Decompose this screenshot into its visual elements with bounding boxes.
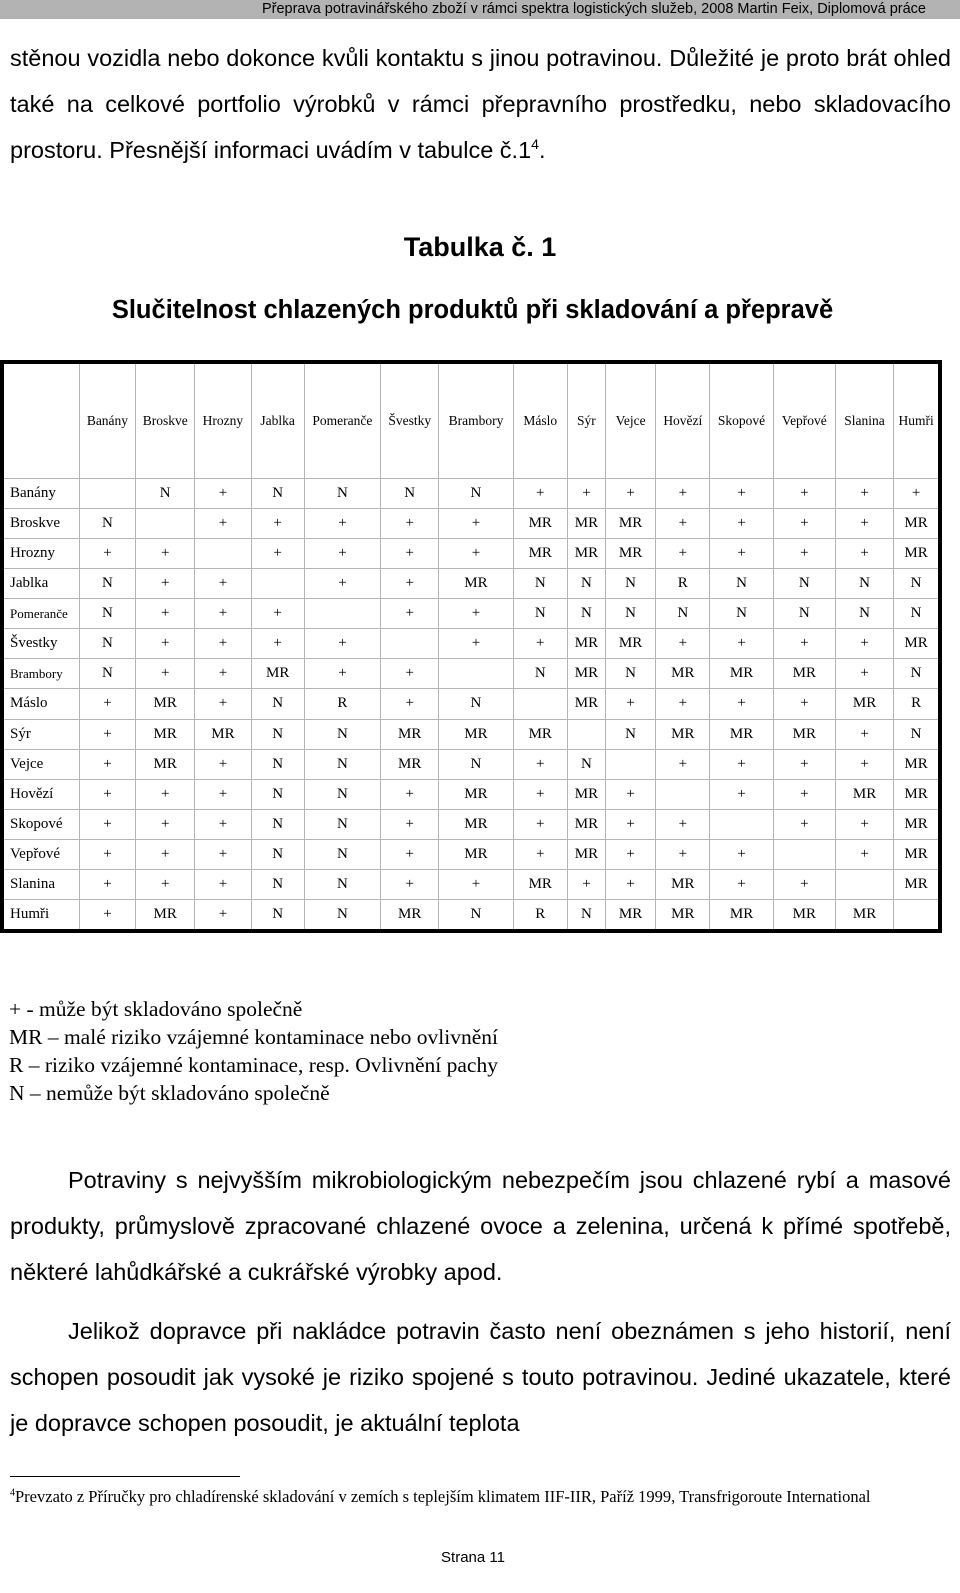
table-cell: MR	[656, 719, 710, 749]
table-cell: +	[656, 509, 710, 539]
table-cell: N	[79, 599, 135, 629]
table-row	[2, 599, 940, 629]
intro-paragraph	[10, 35, 951, 173]
table-cell: MR	[439, 809, 513, 839]
column-header: Vepřové	[773, 362, 835, 479]
table-cell: MR	[439, 779, 513, 809]
table-cell: MR	[381, 899, 439, 931]
table-cell: +	[381, 689, 439, 719]
table-cell: +	[304, 569, 380, 599]
table-cell: MR	[381, 719, 439, 749]
column-header: Skopové	[710, 362, 773, 479]
table-cell: +	[835, 659, 893, 689]
table-cell: +	[79, 899, 135, 931]
table-cell: +	[710, 509, 773, 539]
header-row	[2, 362, 940, 479]
table-cell: +	[656, 539, 710, 569]
table-cell: N	[513, 659, 567, 689]
table-cell: MR	[894, 779, 940, 809]
column-header: Sýr	[567, 362, 605, 479]
footnote	[10, 1486, 950, 1508]
table-cell: +	[656, 629, 710, 659]
legend-item-n: N – nemůže být skladováno společně	[9, 1081, 330, 1105]
column-header: Máslo	[513, 362, 567, 479]
table-row	[2, 539, 940, 569]
table-cell: +	[195, 659, 251, 689]
table-cell: N	[439, 749, 513, 779]
table-cell: N	[304, 839, 380, 869]
body-paragraph-1-text: Potraviny s nejvyšším mikrobiologickým nebezpečím jsou chlazené rybí a masové produkty, průmyslově zpracované chlazené ovoce a zelenina, určená k přímé spotřebě, některé lahůdkářské a cukrářské výrobky apod.	[10, 1167, 951, 1285]
table-cell: N	[656, 599, 710, 629]
table-cell: N	[513, 569, 567, 599]
table-cell: N	[439, 479, 513, 509]
table-cell: +	[251, 509, 304, 539]
column-header: Slanina	[835, 362, 893, 479]
table-cell: N	[606, 719, 656, 749]
row-header: Hrozny	[2, 539, 79, 569]
footnote-mark: 4	[10, 1487, 15, 1499]
table-cell: +	[304, 509, 380, 539]
table-cell: MR	[381, 749, 439, 779]
footnote-separator	[10, 1476, 240, 1477]
table-row	[2, 899, 940, 931]
table-cell: N	[381, 479, 439, 509]
table-cell: MR	[513, 719, 567, 749]
table-cell: +	[381, 809, 439, 839]
legend-item-mr: MR – malé riziko vzájemné kontaminace nebo ovlivnění	[9, 1025, 498, 1049]
table-cell: +	[195, 749, 251, 779]
table-cell: +	[195, 809, 251, 839]
table-cell: MR	[894, 509, 940, 539]
table-cell: N	[606, 659, 656, 689]
table-cell: MR	[606, 629, 656, 659]
table-cell: +	[894, 479, 940, 509]
table-cell: +	[513, 839, 567, 869]
row-header: Banány	[2, 479, 79, 509]
table-cell: +	[136, 779, 195, 809]
table-cell: +	[381, 839, 439, 869]
table-cell: +	[195, 779, 251, 809]
table-row	[2, 479, 940, 509]
table-cell: MR	[567, 839, 605, 869]
table-cell: MR	[835, 899, 893, 931]
row-header: Vejce	[2, 749, 79, 779]
column-header: Vejce	[606, 362, 656, 479]
table-cell: +	[513, 479, 567, 509]
table-cell: +	[195, 899, 251, 931]
table-cell: MR	[656, 899, 710, 931]
row-header: Hovězí	[2, 779, 79, 809]
table-row	[2, 569, 940, 599]
column-header: Pomeranče	[304, 362, 380, 479]
table-cell: +	[513, 629, 567, 659]
column-header: Hrozny	[195, 362, 251, 479]
table-subtitle: Slučitelnost chlazených produktů při skladování a přepravě	[111, 296, 834, 324]
column-header: Humři	[894, 362, 940, 479]
table-cell: N	[79, 569, 135, 599]
table-cell	[513, 689, 567, 719]
table-row	[2, 749, 940, 779]
table-cell: N	[894, 599, 940, 629]
table-cell: +	[136, 599, 195, 629]
table-cell: +	[773, 749, 835, 779]
table-header	[2, 362, 940, 479]
table-cell: MR	[567, 509, 605, 539]
table-cell: N	[773, 569, 835, 599]
table-cell: +	[79, 869, 135, 899]
table-cell: +	[835, 839, 893, 869]
table-cell: +	[304, 629, 380, 659]
table-cell: N	[304, 719, 380, 749]
table-cell: +	[835, 539, 893, 569]
table-cell: +	[606, 689, 656, 719]
table-cell: +	[606, 869, 656, 899]
table-cell: MR	[136, 689, 195, 719]
table-cell: +	[195, 599, 251, 629]
table-cell: +	[567, 479, 605, 509]
table-cell: N	[251, 869, 304, 899]
table-cell: +	[567, 869, 605, 899]
column-header: Broskve	[136, 362, 195, 479]
table-cell: N	[79, 629, 135, 659]
table-row	[2, 659, 940, 689]
table-cell: +	[439, 539, 513, 569]
table-row	[2, 839, 940, 869]
table-cell: +	[710, 839, 773, 869]
table-cell: N	[567, 899, 605, 931]
table-cell: +	[710, 749, 773, 779]
table-cell	[79, 479, 135, 509]
table-cell: MR	[567, 779, 605, 809]
table-cell: +	[195, 629, 251, 659]
table-row	[2, 509, 940, 539]
table-cell: R	[894, 689, 940, 719]
table-cell: N	[567, 599, 605, 629]
table-cell	[656, 779, 710, 809]
table-cell: +	[773, 629, 835, 659]
table-cell: N	[773, 599, 835, 629]
table-cell: +	[195, 869, 251, 899]
table-cell: +	[656, 839, 710, 869]
table-cell: MR	[835, 689, 893, 719]
table-cell: +	[136, 869, 195, 899]
table-cell: +	[773, 689, 835, 719]
table-title: Tabulka č. 1	[403, 232, 557, 262]
table-cell: N	[567, 569, 605, 599]
table-cell: +	[513, 749, 567, 779]
table-cell: N	[835, 569, 893, 599]
table-cell: +	[381, 539, 439, 569]
table-cell: +	[79, 539, 135, 569]
table-cell: +	[136, 809, 195, 839]
table-row	[2, 629, 940, 659]
table-cell	[567, 719, 605, 749]
table-cell: +	[710, 629, 773, 659]
body-paragraph-1	[10, 1157, 951, 1295]
table-row	[2, 689, 940, 719]
row-header: Humři	[2, 899, 79, 931]
table-cell: +	[381, 779, 439, 809]
table-cell: +	[835, 629, 893, 659]
table-cell: +	[79, 779, 135, 809]
table-cell: MR	[439, 839, 513, 869]
table-cell: N	[136, 479, 195, 509]
table-cell: R	[513, 899, 567, 931]
table-cell: +	[439, 509, 513, 539]
footnote-text: Prevzato z Příručky pro chladírenské skladování v zemích s teplejším klimatem IIF-IIR, Paříž 1999, Transfrigoroute International	[15, 1487, 871, 1506]
table-cell: MR	[894, 839, 940, 869]
row-header: Vepřové	[2, 839, 79, 869]
table-cell: N	[304, 749, 380, 779]
table-cell: +	[195, 509, 251, 539]
table-cell: N	[304, 779, 380, 809]
body-paragraph-2-text: Jelikož dopravce při nakládce potravin často není obeznámen s jeho historií, není schopen posoudit jak vysoké je riziko spojené s touto potravinou. Jediné ukazatele, které je dopravce schopen posoudit, je aktuální teplota	[10, 1318, 951, 1436]
table-cell: MR	[567, 659, 605, 689]
legend-item-r: R – riziko vzájemné kontaminace, resp. Ovlivnění pachy	[9, 1053, 498, 1077]
table-cell	[606, 749, 656, 779]
table-cell: MR	[251, 659, 304, 689]
table-cell: MR	[710, 659, 773, 689]
table-cell: N	[79, 659, 135, 689]
table-cell: N	[439, 899, 513, 931]
legend-item-plus: + - může být skladováno společně	[9, 997, 303, 1021]
table-cell: N	[710, 569, 773, 599]
column-header: Jablka	[251, 362, 304, 479]
table-cell: MR	[136, 899, 195, 931]
table-cell: N	[251, 809, 304, 839]
table-cell	[894, 899, 940, 931]
table-cell: R	[304, 689, 380, 719]
table-cell: MR	[606, 509, 656, 539]
table-cell: +	[79, 749, 135, 779]
table-cell: N	[710, 599, 773, 629]
table-cell	[136, 509, 195, 539]
table-cell: +	[710, 539, 773, 569]
column-header: Hovězí	[656, 362, 710, 479]
table-cell: MR	[513, 509, 567, 539]
table-cell: N	[304, 809, 380, 839]
table-cell	[304, 599, 380, 629]
table-cell: N	[251, 899, 304, 931]
table-cell: N	[251, 479, 304, 509]
column-header: Švestky	[381, 362, 439, 479]
row-header: Máslo	[2, 689, 79, 719]
table-cell: +	[835, 509, 893, 539]
table-cell: MR	[567, 689, 605, 719]
table-cell: +	[773, 479, 835, 509]
table-cell: +	[513, 809, 567, 839]
table-cell: +	[79, 809, 135, 839]
row-header: Broskve	[2, 509, 79, 539]
table-cell: +	[136, 569, 195, 599]
table-row	[2, 869, 940, 899]
column-header: Brambory	[439, 362, 513, 479]
table-cell: N	[894, 659, 940, 689]
table-cell: MR	[195, 719, 251, 749]
table-body	[2, 479, 940, 932]
table-cell	[439, 659, 513, 689]
table-cell: +	[835, 719, 893, 749]
table-cell: N	[835, 599, 893, 629]
table-cell: +	[710, 779, 773, 809]
table-cell: N	[304, 899, 380, 931]
table-cell	[381, 629, 439, 659]
intro-text: stěnou vozidla nebo dokonce kvůli kontaktu s jinou potravinou. Důležité je proto brát ohled také na celkové portfolio výrobků v rámci přepravního prostředku, nebo skladovacího prostoru. Přesnější informaci uvádím v tabulce č.1	[10, 45, 951, 163]
row-header: Brambory	[2, 659, 79, 689]
table-cell: +	[773, 779, 835, 809]
table-cell: MR	[656, 869, 710, 899]
table-cell: N	[439, 689, 513, 719]
table-cell: +	[710, 689, 773, 719]
table-cell: +	[136, 839, 195, 869]
table-cell: MR	[773, 899, 835, 931]
table-cell: +	[136, 539, 195, 569]
table-cell: +	[381, 599, 439, 629]
table-cell: +	[710, 869, 773, 899]
table-cell: MR	[606, 539, 656, 569]
table-cell: +	[381, 569, 439, 599]
table-cell: +	[195, 839, 251, 869]
table-cell: N	[251, 689, 304, 719]
table-cell: +	[773, 539, 835, 569]
row-header: Skopové	[2, 809, 79, 839]
table-cell: MR	[439, 569, 513, 599]
table-cell: +	[136, 629, 195, 659]
table-cell: +	[606, 779, 656, 809]
table-cell: N	[894, 569, 940, 599]
table-cell: N	[894, 719, 940, 749]
table-cell: +	[439, 629, 513, 659]
table-cell: +	[656, 809, 710, 839]
table-cell: N	[513, 599, 567, 629]
table-cell: MR	[894, 629, 940, 659]
table-row	[2, 719, 940, 749]
table-cell: +	[136, 659, 195, 689]
compatibility-table	[0, 360, 942, 933]
table-cell: +	[606, 809, 656, 839]
table-cell: +	[773, 809, 835, 839]
table-cell: +	[304, 539, 380, 569]
table-cell: MR	[773, 659, 835, 689]
table-cell: +	[606, 839, 656, 869]
table-cell: +	[656, 479, 710, 509]
table-cell: MR	[513, 539, 567, 569]
table-cell: +	[439, 599, 513, 629]
table-cell: MR	[894, 869, 940, 899]
table-cell: N	[251, 839, 304, 869]
table-cell: MR	[894, 749, 940, 779]
table-cell: MR	[513, 869, 567, 899]
table-cell: MR	[773, 719, 835, 749]
table-cell: MR	[439, 719, 513, 749]
table-cell: N	[304, 479, 380, 509]
table-cell	[773, 839, 835, 869]
table-cell: +	[381, 509, 439, 539]
table-cell	[835, 869, 893, 899]
table-legend	[9, 995, 498, 1107]
table-cell: +	[656, 689, 710, 719]
table-cell: MR	[567, 539, 605, 569]
table-cell: +	[710, 479, 773, 509]
table-cell: N	[606, 599, 656, 629]
table-cell: +	[773, 869, 835, 899]
running-header: Přeprava potravinářského zboží v rámci spektra logistických služeb, 2008 Martin Feix, Diplomová práce	[0, 0, 960, 19]
table-cell: MR	[710, 899, 773, 931]
table-cell: N	[251, 719, 304, 749]
table-cell: +	[606, 479, 656, 509]
body-paragraph-2	[10, 1308, 951, 1446]
corner-cell	[2, 362, 79, 479]
row-header: Sýr	[2, 719, 79, 749]
table-cell: N	[606, 569, 656, 599]
table-cell: N	[304, 869, 380, 899]
table-row	[2, 809, 940, 839]
table-cell	[251, 569, 304, 599]
row-header: Slanina	[2, 869, 79, 899]
table-cell: +	[835, 749, 893, 779]
table-cell: +	[439, 869, 513, 899]
table-cell: MR	[136, 749, 195, 779]
table-cell	[195, 539, 251, 569]
table-cell: +	[79, 689, 135, 719]
column-header: Banány	[79, 362, 135, 479]
row-header: Švestky	[2, 629, 79, 659]
table-cell: +	[251, 539, 304, 569]
table-cell: +	[773, 509, 835, 539]
table-cell: +	[835, 479, 893, 509]
table-cell: +	[251, 629, 304, 659]
table-cell: R	[656, 569, 710, 599]
table-cell: MR	[567, 629, 605, 659]
table-cell: N	[251, 779, 304, 809]
table-cell: N	[251, 749, 304, 779]
table-cell: MR	[567, 809, 605, 839]
table-row	[2, 779, 940, 809]
table-cell: +	[381, 659, 439, 689]
table-cell: MR	[710, 719, 773, 749]
table-cell: MR	[894, 539, 940, 569]
table-cell: +	[381, 869, 439, 899]
table-cell: MR	[606, 899, 656, 931]
table-cell	[710, 809, 773, 839]
intro-tail: .	[538, 137, 546, 163]
table-cell: +	[304, 659, 380, 689]
page-number: Strana 11	[441, 1549, 505, 1566]
table-cell: +	[79, 839, 135, 869]
table-cell: MR	[656, 659, 710, 689]
table-cell: +	[79, 719, 135, 749]
table-cell: +	[835, 809, 893, 839]
row-header: Jablka	[2, 569, 79, 599]
table-cell: N	[567, 749, 605, 779]
table-cell: N	[79, 509, 135, 539]
table-cell: +	[513, 779, 567, 809]
footnote-reference[interactable]: 4	[531, 136, 539, 153]
table-cell: +	[195, 689, 251, 719]
table-cell: +	[251, 599, 304, 629]
table-cell: +	[195, 479, 251, 509]
table-cell: MR	[894, 809, 940, 839]
table-cell: MR	[835, 779, 893, 809]
table-cell: +	[195, 569, 251, 599]
row-header: Pomeranče	[2, 599, 79, 629]
table-cell: MR	[136, 719, 195, 749]
table-cell: +	[656, 749, 710, 779]
